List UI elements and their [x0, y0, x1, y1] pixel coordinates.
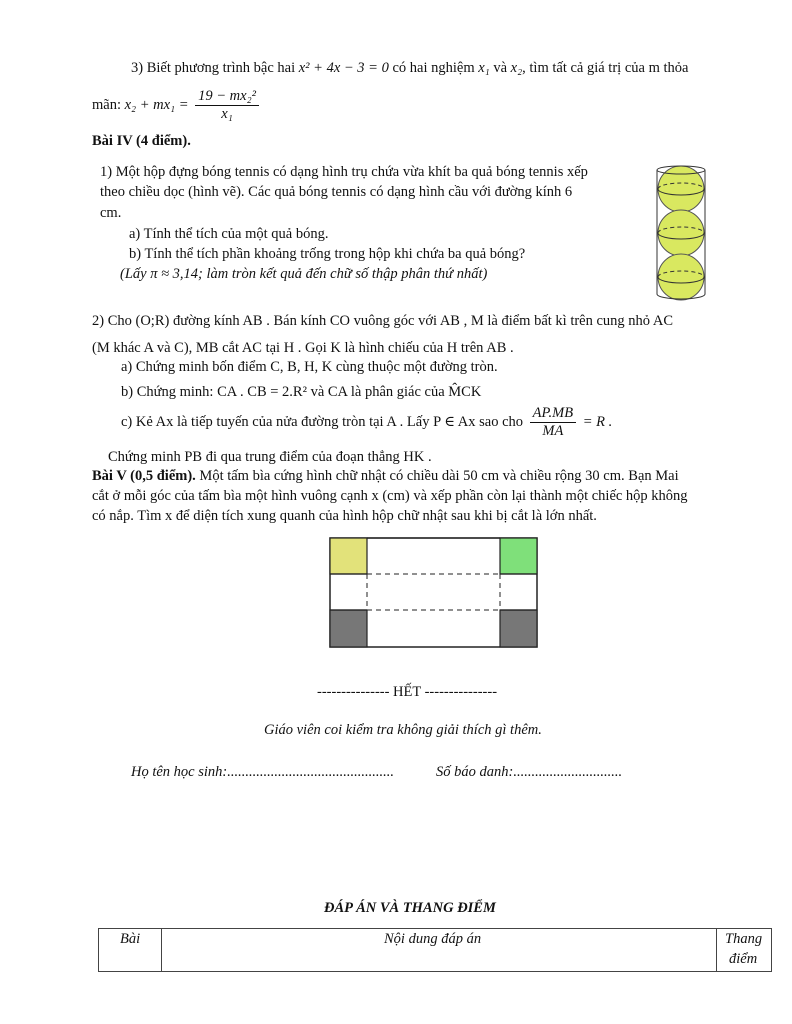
q3-line2 [92, 88, 262, 123]
bai4-p2-l1: 2) Cho (O;R) đường kính AB . Bán kính CO vuông góc với AB , M là điểm bất kì trên cung nhỏ AC [92, 313, 674, 329]
q3-text-c: , tìm tất cả giá trị của m thỏa [522, 60, 689, 76]
bai5-line3: có nắp. Tìm x để diện tích xung quanh của hình hộp chữ nhật sau khi bị cắt là lớn nhất. [92, 508, 597, 524]
q3-man: mãn: [92, 96, 125, 113]
teacher-note: Giáo viên coi kiểm tra không giải thích gì thêm. [264, 722, 542, 738]
bai4-p1-l2: theo chiều dọc (hình vẽ). Các quả bóng tennis có dạng hình cầu với đường kính 6 [100, 184, 573, 200]
bai4-p1-l1: 1) Một hộp đựng bóng tennis có dạng hình trụ chứa vừa khít ba quả bóng tennis xếp [100, 164, 588, 180]
q3-x1: x₁ [478, 60, 490, 76]
bai4-note: (Lấy π ≈ 3,14; làm tròn kết quả đến chữ số thập phân thứ nhất) [120, 266, 488, 282]
bai4-p2-l2: (M khác A và C), MB cắt AC tại H . Gọi K là hình chiếu của H trên AB . [92, 340, 514, 356]
q3-x2: x₂ [510, 60, 523, 76]
bai5-heading: Bài V (0,5 điểm). [92, 468, 196, 484]
q3-and: và [489, 60, 511, 76]
q3-text-b: có hai nghiệm [388, 60, 479, 76]
end-marker: --------------- HẾT --------------- [317, 684, 498, 700]
p2c-pre: c) Kẻ Ax là tiếp tuyến của nửa đường tròn tại A . Lấy P ∈ Ax sao cho [121, 413, 524, 430]
q3-text-a: 3) Biết phương trình bậc hai [131, 60, 299, 76]
p2c-den: MA [542, 423, 564, 439]
p2c-fraction [530, 405, 576, 440]
bai4-a: a) Tính thể tích của một quả bóng. [129, 226, 329, 242]
p2c-post: = R . [582, 413, 613, 430]
answer-header-score-1: Thang [725, 931, 763, 947]
tennis-ball-2 [658, 210, 704, 256]
corner-square-bottom-left [330, 610, 367, 647]
student-id-line: Số báo danh:.............................. [436, 764, 623, 780]
bai4-p2-c [121, 405, 612, 440]
corner-square-bottom-right [500, 610, 537, 647]
bai5-line1-text: Một tấm bìa cứng hình chữ nhật có chiều dài 50 cm và chiều rộng 30 cm. Bạn Mai [195, 468, 679, 484]
bai4-p2-conclusion: Chứng minh PB đi qua trung điểm của đoạn thẳng HK . [108, 449, 432, 465]
q3-lhs: x₂ + mx₁ = [124, 96, 189, 113]
tennis-ball-3 [658, 254, 704, 300]
q3-equation: x² + 4x − 3 = 0 [298, 60, 389, 76]
bai4-p1-l3: cm. [100, 205, 122, 221]
bai4-p2-a: a) Chứng minh bốn điểm C, B, H, K cùng thuộc một đường tròn. [121, 359, 498, 375]
corner-square-top-left [330, 538, 367, 574]
q3-fraction [195, 88, 259, 123]
cardboard-diagram [329, 537, 539, 649]
answer-header-bai: Bài [120, 931, 141, 947]
student-name-line: Họ tên học sinh:.............................................. [131, 764, 394, 780]
answer-header-score-2: điểm [729, 951, 758, 967]
q3-frac-den: x₁ [221, 106, 233, 122]
tennis-can-illustration [652, 164, 710, 302]
bai5-line1 [92, 468, 679, 485]
bai4-heading: Bài IV (4 điểm). [92, 133, 191, 149]
bai4-b: b) Tính thể tích phần khoảng trống trong hộp khi chứa ba quả bóng? [129, 246, 526, 262]
q3-line1 [131, 60, 688, 77]
p2c-num: AP.MB [530, 405, 576, 423]
q3-frac-num: 19 − mx₂² [195, 88, 259, 106]
answer-title: ĐÁP ÁN VÀ THANG ĐIỂM [324, 900, 496, 916]
bai5-line2: cắt ở mỗi góc của tấm bìa một hình vuông cạnh x (cm) và xếp phần còn lại thành một chiếc hộp không [92, 488, 688, 504]
answer-header-content: Nội dung đáp án [384, 931, 482, 947]
bai4-p2-b: b) Chứng minh: CA . CB = 2.R² và CA là phân giác của M̂CK [121, 384, 482, 400]
corner-square-top-right [500, 538, 537, 574]
